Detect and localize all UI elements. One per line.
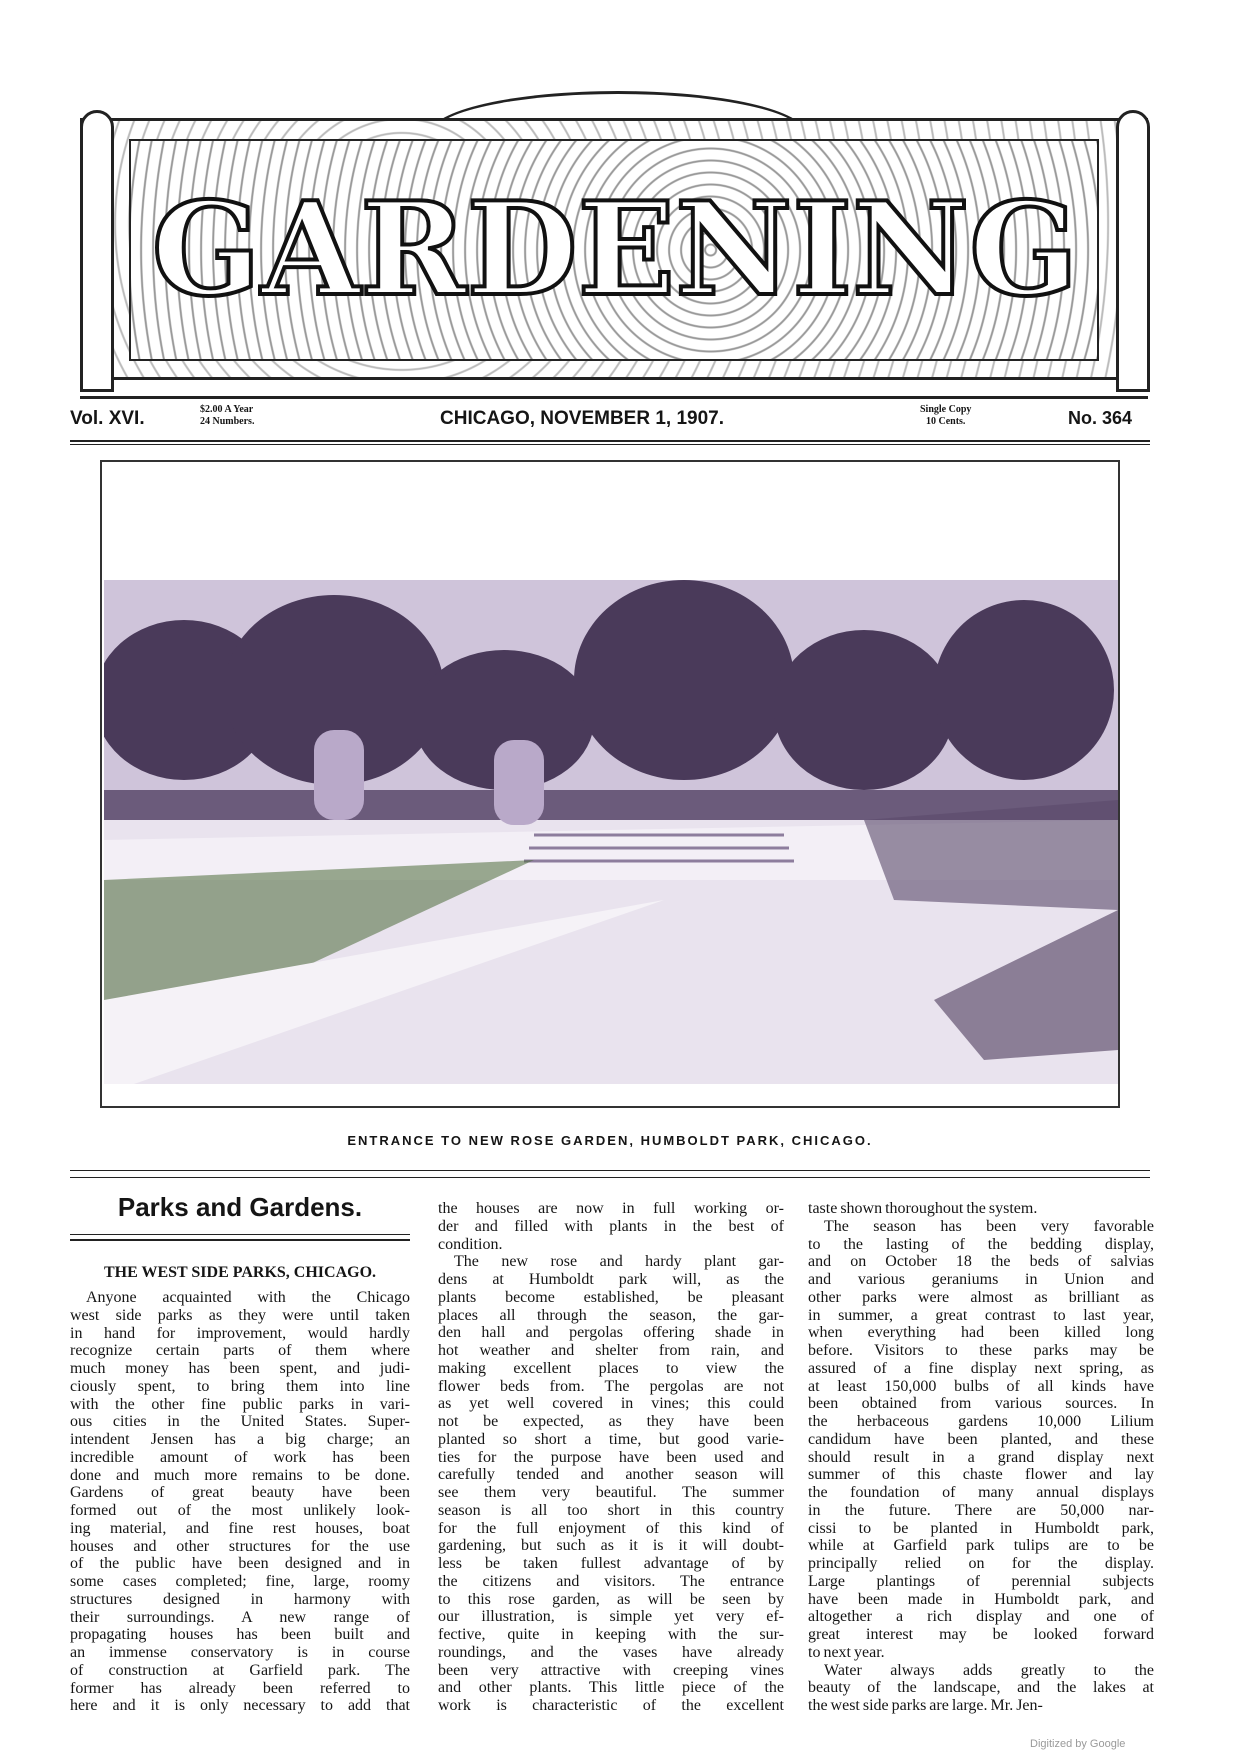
caption-rule-2 [70,1177,1150,1178]
text-line: beauty of the landscape, and the lakes at [808,1679,1154,1697]
text-line: The season has been very favorable [824,1217,1154,1235]
photo-caption: ENTRANCE TO NEW ROSE GARDEN, HUMBOLDT PARK, CHICAGO. [347,1133,873,1148]
price-numbers: 24 Numbers. [200,416,255,427]
masthead-left-post [80,110,114,392]
text-line: making excellent places to view the [438,1359,784,1377]
text-line: planted so short a time, but good varie- [438,1430,784,1448]
rule-bottom [70,440,1150,442]
text-line: dens at Humboldt park will, as the [438,1271,784,1288]
text-line: when everything had been killed long [808,1324,1154,1342]
text-line: places all through the season, the gar- [438,1306,784,1324]
text-line: taste shown thoroughout the system. [808,1200,1038,1217]
text-line: ties for the purpose have been used and [438,1448,784,1466]
text-line: should result in a grand display next [808,1448,1154,1466]
single-copy-price: 10 Cents. [925,416,966,427]
price-year: $2.00 A Year [200,404,254,415]
text-line: propagating houses has been built and [70,1626,410,1644]
text-line: less be taken fullest advantage of by [438,1555,784,1572]
text-line: with the other fine public parks in vari- [70,1395,410,1413]
text-line: to the lasting of the bedding display, [808,1235,1154,1253]
rule-bottom-2 [70,444,1150,445]
text-line: flower beds from. The pergolas are not [438,1377,784,1395]
section-heading: Parks and Gardens. [117,1192,363,1222]
watermark: Digitized by Google [1030,1738,1126,1750]
text-line: Anyone acquainted with the Chicago [86,1289,410,1306]
text-line: carefully tended and another season will [438,1466,784,1484]
text-line: in hand for improvement, would hardly [70,1324,410,1342]
text-line: of construction at Garfield park. The [70,1661,410,1679]
text-line: plants become established, be pleasant [438,1288,784,1306]
heading-rule-2 [70,1239,410,1241]
text-line: Gardens of great beauty have been [70,1484,410,1502]
text-line: at least 150,000 bulbs of all kinds have [808,1377,1154,1395]
vase-left [314,730,364,820]
text-line: summer of this chaste flower and lay [808,1466,1154,1484]
text-line: roundings, and the vases have already [438,1643,784,1661]
text-line: ous cities in the United States. Super- [70,1413,410,1431]
price [200,404,254,440]
text-line: of the public have been designed and in [70,1555,410,1573]
text-line: our illustration, is simple yet very ef- [438,1608,784,1626]
text-line: incredible amount of work has been [70,1448,410,1466]
text-line: structures designed in harmony with [70,1590,410,1608]
text-line: an immense conservatory is in course [70,1644,410,1661]
text-line: much money has been spent, and judi- [70,1360,410,1377]
text-line: west side parks as they were until taken [70,1306,410,1324]
text-line: and on October 18 the beds of salvias [808,1253,1154,1271]
text-line: former has already been referred to [70,1679,410,1697]
heading-rule [70,1234,410,1235]
vase-right [494,740,544,825]
text-line: been very attractive with creeping vines [438,1661,784,1679]
text-line: season is all too short in this country [438,1501,784,1519]
caption-rule [70,1170,1150,1171]
text-line: the herbaceous gardens 10,000 Lilium [808,1413,1154,1430]
masthead-right-post [1116,110,1150,392]
column-3 [808,1200,1154,1715]
text-line: see them very beautiful. The summer [438,1484,784,1501]
park-photo [104,580,1118,1084]
article-title: THE WEST SIDE PARKS, CHICAGO. [103,1264,377,1281]
text-line: in summer, a great contrast to last year, [808,1306,1154,1324]
text-line: houses and other structures for the use [70,1537,410,1555]
single-copy-label: Single Copy [920,404,972,415]
column-2 [438,1200,784,1715]
text-line: the foundation of many annual displays [808,1484,1154,1501]
text-line: work is characteristic of the excellent [438,1697,784,1714]
volume: Vol. XVI. [70,408,145,429]
text-line: Water always adds greatly to the [824,1661,1154,1679]
text-line: altogether a rich display and one of [808,1608,1154,1626]
text-line: fective, quite in keeping with the sur- [438,1626,784,1643]
text-line: recognize certain parts of them where [70,1342,410,1360]
text-line: here and it is only necessary to add that [70,1697,410,1715]
text-line: to this rose garden, as will be seen by [438,1590,784,1608]
place-date: CHICAGO, NOVEMBER 1, 1907. [440,408,725,429]
text-line: some cases completed; fine, large, roomy [70,1573,410,1590]
text-line: the citizens and visitors. The entrance [438,1572,784,1590]
text-line: den hall and pergolas offering shade in [438,1324,784,1342]
text-line: been obtained from various sources. In [808,1395,1154,1413]
single-copy [920,404,971,440]
text-line: the houses are now in full working or- [438,1200,784,1217]
rule-top [80,396,1148,399]
text-line: condition. [438,1235,503,1253]
text-line: principally relied on for the display. [808,1555,1154,1572]
text-line: great interest may be looked forward [808,1626,1154,1643]
text-line: formed out of the most unlikely look- [70,1502,410,1519]
text-line: other parks were almost as brilliant as [808,1288,1154,1306]
issue-number: No. 364 [1068,408,1133,428]
text-line: to next year. [808,1643,885,1661]
text-line: before. Visitors to these parks may be [808,1342,1154,1359]
text-line: The new rose and hardy plant gar- [454,1253,784,1271]
text-line: ing material, and fine rest houses, boat [70,1519,410,1537]
text-line: candidum have been planted, and these [808,1430,1154,1448]
column-1 [70,1289,410,1715]
text-line: while at Garfield park tulips are to be [808,1537,1154,1555]
text-line: in the future. There are 50,000 nar- [808,1501,1154,1519]
text-line: and other plants. This little piece of the [438,1679,784,1697]
text-line: as yet well covered in vines; this could [438,1395,784,1413]
masthead-title: GARDENING [151,175,1079,325]
text-line: for the full enjoyment of this kind of [438,1519,784,1537]
text-line: not be expected, as they have been [438,1413,784,1430]
text-line: done and much more remains to be done. [70,1466,410,1484]
text-line: hot weather and shelter from rain, and [438,1342,784,1359]
text-line: ciously spent, to bring them into line [70,1377,410,1395]
text-line: Large plantings of perennial subjects [808,1572,1154,1590]
text-line: their surroundings. A new range of [70,1608,410,1626]
photo-frame [100,460,1120,1108]
text-line: and various geraniums in Union and [808,1271,1154,1288]
text-line: assured of a fine display next spring, as [808,1359,1154,1377]
text-line: cissi to be planted in Humboldt park, [808,1519,1154,1537]
text-line: the west side parks are large. Mr. Jen- [808,1697,1043,1714]
text-line: gardening, but such as it is it will doubt- [438,1537,784,1555]
text-line: der and filled with plants in the best of [438,1217,784,1235]
text-line: have been made in Humboldt park, and [808,1590,1154,1608]
text-line: intendent Jensen has a big charge; an [70,1431,410,1448]
